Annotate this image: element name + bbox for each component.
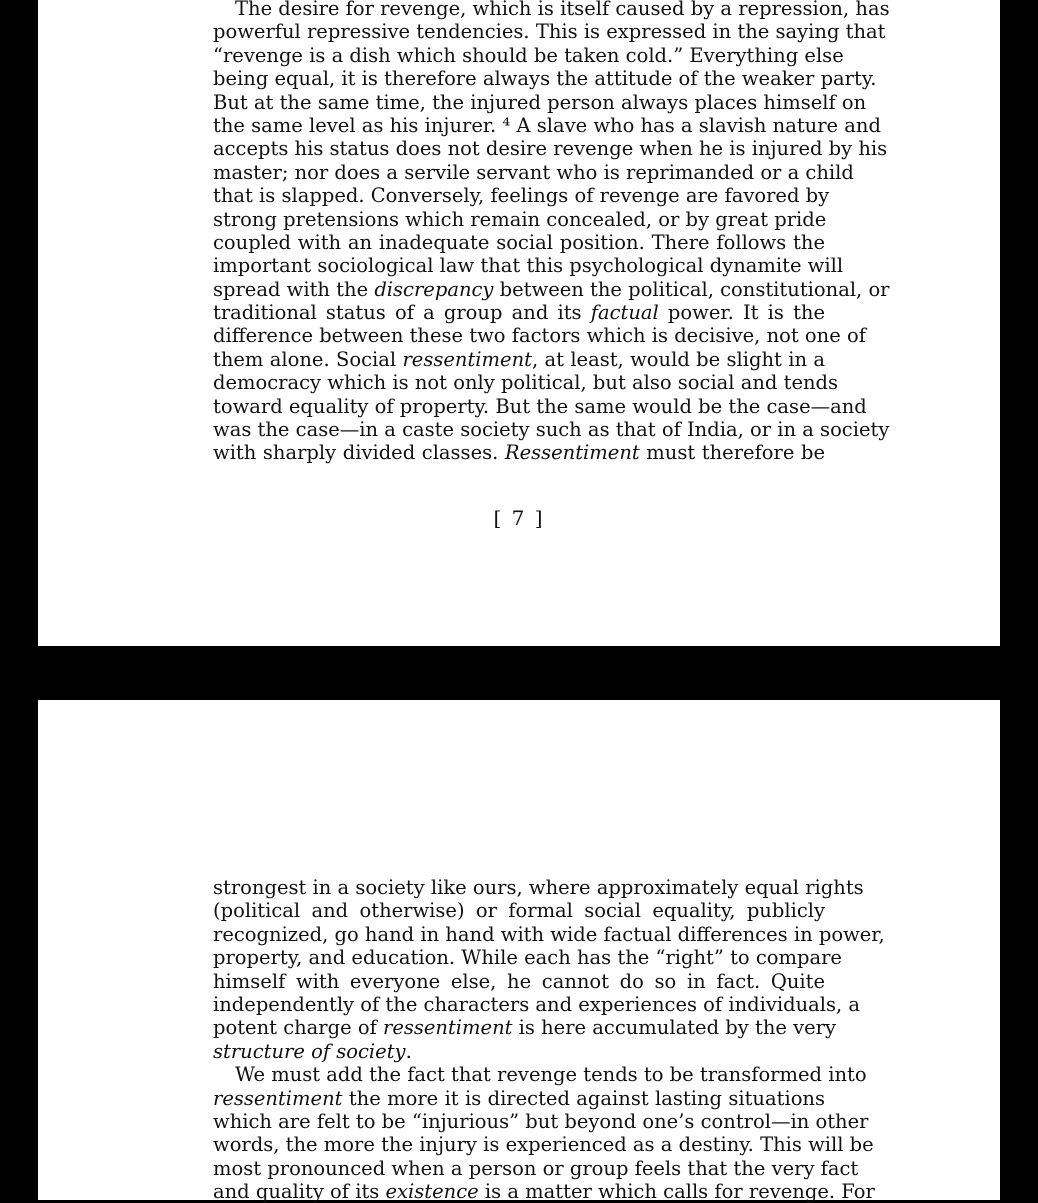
text-line: himself with everyone else, he cannot do so in fact. Quite xyxy=(213,969,825,993)
italic-term: ressentiment xyxy=(383,1016,513,1040)
text-line: the same level as his injurer. ⁴ A slave who has a slavish nature and xyxy=(213,113,881,137)
italic-term: existence xyxy=(385,1180,479,1203)
text-line: important sociological law that this psychological dynamite will xyxy=(213,254,844,278)
text-line: The desire for revenge, which is itself caused by a repression, has xyxy=(235,0,890,20)
book-page-7 xyxy=(38,0,1000,646)
text-line: But at the same time, the injured person always places himself on xyxy=(213,90,867,114)
text-line: accepts his status does not desire revenge when he is injured by his xyxy=(213,137,888,161)
text-line: which are felt to be “injurious” but beyond one’s control—in other xyxy=(213,1109,869,1133)
italic-term: structure of society xyxy=(213,1039,406,1063)
italic-term: factual xyxy=(590,301,659,325)
text-line: strongest in a society like ours, where approximately equal rights xyxy=(213,876,864,899)
text-line: strong pretensions which remain concealed, or by great pride xyxy=(213,207,827,231)
text-line: recognized, go hand in hand with wide factual differences in power, xyxy=(213,922,885,946)
italic-term: Ressentiment xyxy=(504,441,640,465)
text-line: with sharply divided classes. Ressentiment must therefore be xyxy=(213,441,825,465)
text-line: powerful repressive tendencies. This is expressed in the saying that xyxy=(213,20,886,44)
page-7-paragraph xyxy=(213,0,890,465)
text-line: democracy which is not only political, but also social and tends xyxy=(213,371,839,395)
text-line: master; nor does a servile servant who is reprimanded or a child xyxy=(213,160,854,184)
text-line: being equal, it is therefore always the attitude of the weaker party. xyxy=(213,67,877,91)
text-line: that is slapped. Conversely, feelings of revenge are favored by xyxy=(213,184,830,208)
text-line: “revenge is a dish which should be taken cold.” Everything else xyxy=(213,43,844,67)
text-line: potent charge of ressentiment is here accumulated by the very xyxy=(213,1016,837,1040)
italic-term: ressentiment xyxy=(402,347,532,371)
book-page-8 xyxy=(38,700,1000,1203)
italic-term: ressentiment xyxy=(213,1086,343,1110)
text-line: toward equality of property. But the same would be the case—and xyxy=(213,394,867,418)
text-line: (political and otherwise) or formal social equality, publicly xyxy=(213,899,825,923)
text-line: spread with the discrepancy between the political, constitutional, or xyxy=(213,277,890,301)
text-line: and quality of its existence is a matter which calls for revenge. For xyxy=(213,1180,875,1203)
text-line: coupled with an inadequate social position. There follows the xyxy=(213,230,825,254)
page-number: [ 7 ] xyxy=(493,506,545,530)
text-line: independently of the characters and experiences of individuals, a xyxy=(213,992,861,1016)
text-line: most pronounced when a person or group feels that the very fact xyxy=(213,1156,859,1180)
italic-term: discrepancy xyxy=(374,277,494,301)
text-line: was the case—in a caste society such as that of India, or in a society xyxy=(213,418,890,442)
text-line: structure of society. xyxy=(213,1039,412,1063)
page-8-paragraphs xyxy=(213,876,885,1203)
text-line: difference between these two factors which is decisive, not one of xyxy=(213,324,866,348)
text-line: ressentiment the more it is directed against lasting situations xyxy=(213,1086,825,1110)
text-line: traditional status of a group and its factual power. It is the xyxy=(213,301,826,325)
text-line: words, the more the injury is experienced as a destiny. This will be xyxy=(213,1133,874,1157)
text-line: them alone. Social ressentiment, at least, would be slight in a xyxy=(213,347,825,371)
text-line: We must add the fact that revenge tends to be transformed into xyxy=(235,1063,867,1087)
text-line: property, and education. While each has the “right” to compare xyxy=(213,946,842,970)
